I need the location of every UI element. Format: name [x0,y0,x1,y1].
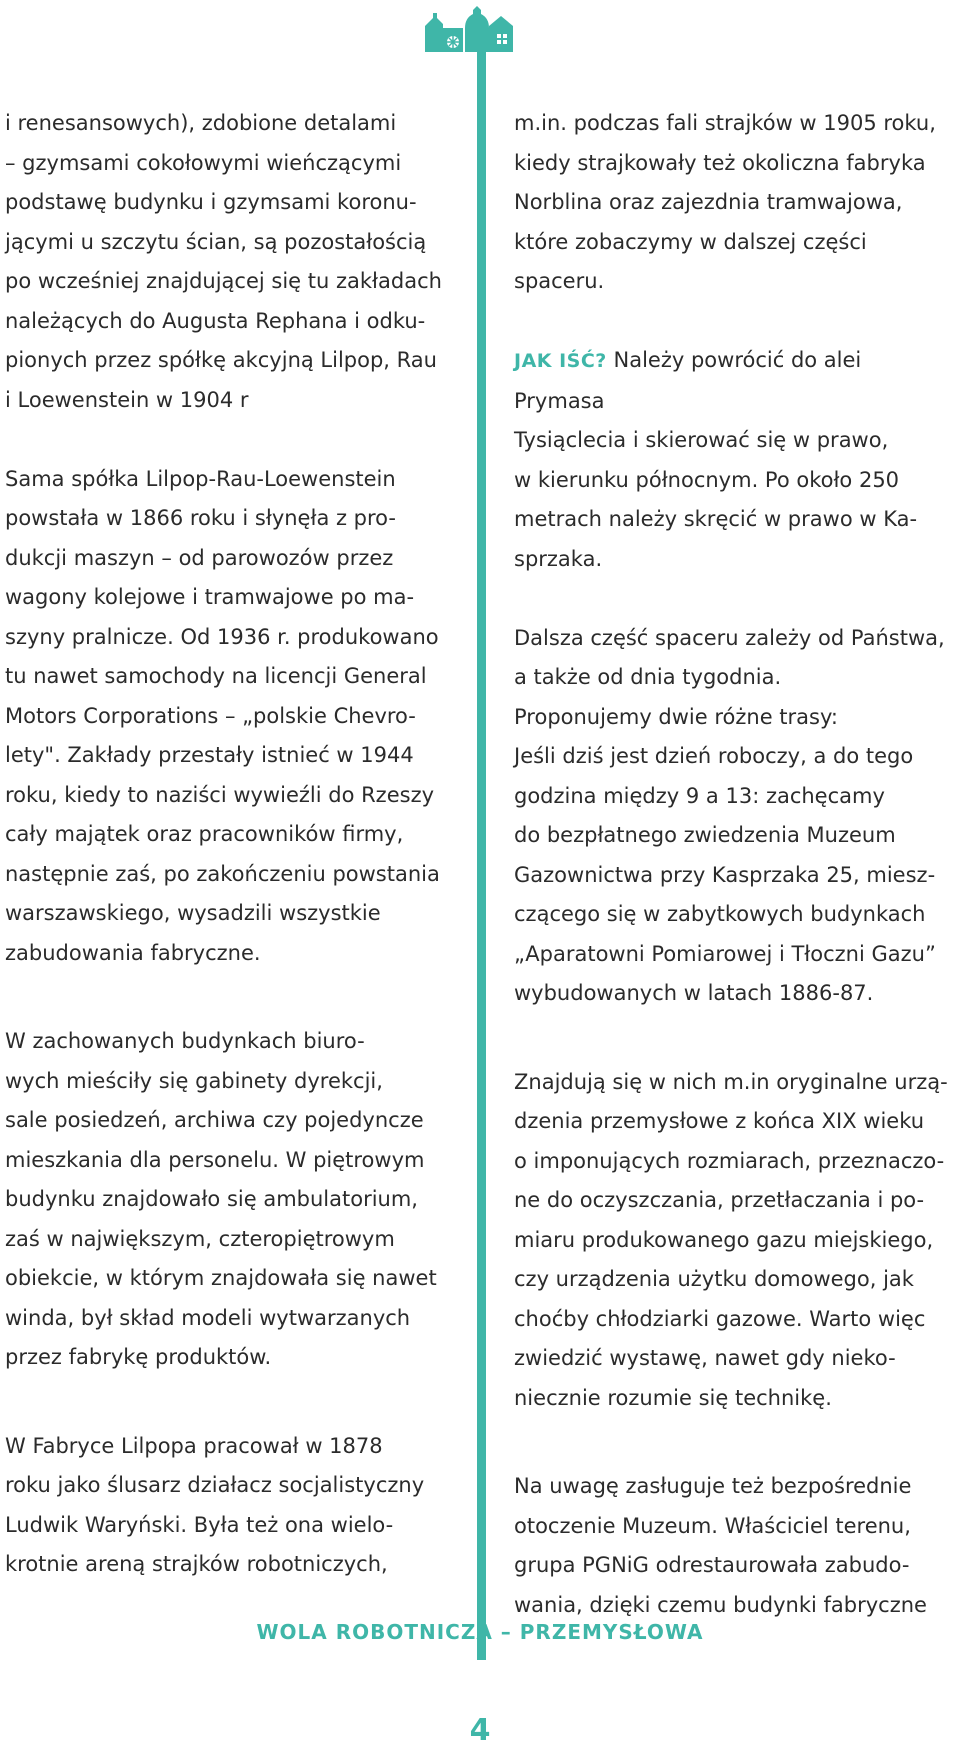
right-paragraph-3: Dalsza część spaceru zależy od Państwa, a także od dnia tygodnia. Proponujemy dwie różne trasy: Jeśli dziś jest dzień roboczy, a do tego godzina między 9 a 13: zachęcamy do bezpłatnego zwiedzenia Muzeum Gazownictwa przy Kasprzaka 25, miesz- czącego się w zabytkowych budynkach „Aparatowni Pomiarowej i Tłoczni Gazu” wybudowanych w latach 1886-87. [514,625,945,1005]
left-paragraph-2: Sama spółka Lilpop-Rau-Loewenstein powstała w 1866 roku i słynęła z pro- dukcji maszyn – od parowozów przez wagony kolejowe i tramwajowe po ma- szyny pralnicze. Od 1936 r. produkowano tu nawet samochody na licencji General Motors Corporations – „polskie Chevro- lety". Zakłady przestały istnieć w 1944 roku, kiedy to naziści wywieźli do Rzeszy cały majątek oraz pracowników firmy, następnie zaś, po zakończeniu powstania warszawskiego, wysadzili wszystkie zabudowania fabryczne. [5,466,440,965]
center-divider [477,50,486,1660]
right-paragraph-4: Znajdują się w nich m.in oryginalne urzą- dzenia przemysłowe z końca XIX wieku o imponujących rozmiarach, przeznaczo- ne do oczyszczania, przetłaczania i po- miaru produkowanego gazu miejskiego, czy urządzenia użytku domowego, jak choćby chłodziarki gazowe. Warto więc zwiedzić wystawę, nawet gdy nieko- niecznie rozumie się technikę. [514,1069,948,1410]
left-paragraph-3: W zachowanych budynkach biuro- wych mieściły się gabinety dyrekcji, sale posiedzeń, archiwa czy pojedyncze mieszkania dla personelu. W piętrowym budynku znajdowało się ambulatorium, zaś w największym, czteropiętrowym obiekcie, w którym znajdowała się nawet winda, był skład modeli wytwarzanych przez fabrykę produktów. [5,1029,437,1369]
directions-lead: JAK IŚĆ? [514,350,607,372]
left-paragraph-4: W Fabryce Lilpopa pracował w 1878 roku jako ślusarz działacz socjalistyczny Ludwik Waryński. Była też ona wielo- krotnie areną strajków robotniczych, [5,1433,425,1576]
page-number: 4 [469,1713,491,1748]
left-paragraph-1: i renesansowych), zdobione detalami – gzymsami cokołowymi wieńczącymi podstawę budynku i gzymsami koronu- jącymi u szczytu ścian, są pozostałością po wcześniej znajdującej się tu zakładach należących do Augusta Rephana i odku- pionych przez spółkę akcyjną Lilpop, Rau i Loewenstein w 1904 r [5,111,442,412]
footer-title: WOLA ROBOTNICZA – PRZEMYSŁOWA [256,1620,704,1644]
left-column [5,104,447,1624]
right-column [514,104,958,1665]
directions-text: Należy powrócić do alei Prymasa Tysiąclecia i skierować się w prawo, w kierunku północnym. Po około 250 metrach należy skręcić w prawo w Ka- sprzaka. [514,348,918,571]
right-paragraph-5: Na uwagę zasługuje też bezpośrednie otoczenie Muzeum. Właściciel terenu, grupa PGNiG odrestaurowała zabudo- wania, dzięki czemu budynki fabryczne [514,1474,927,1617]
right-paragraph-1: m.in. podczas fali strajków w 1905 roku, kiedy strajkowały też okoliczna fabryka Norblina oraz zajezdnia tramwajowa, które zobaczymy w dalszej części spaceru. [514,111,936,293]
right-paragraph-directions [514,341,958,579]
